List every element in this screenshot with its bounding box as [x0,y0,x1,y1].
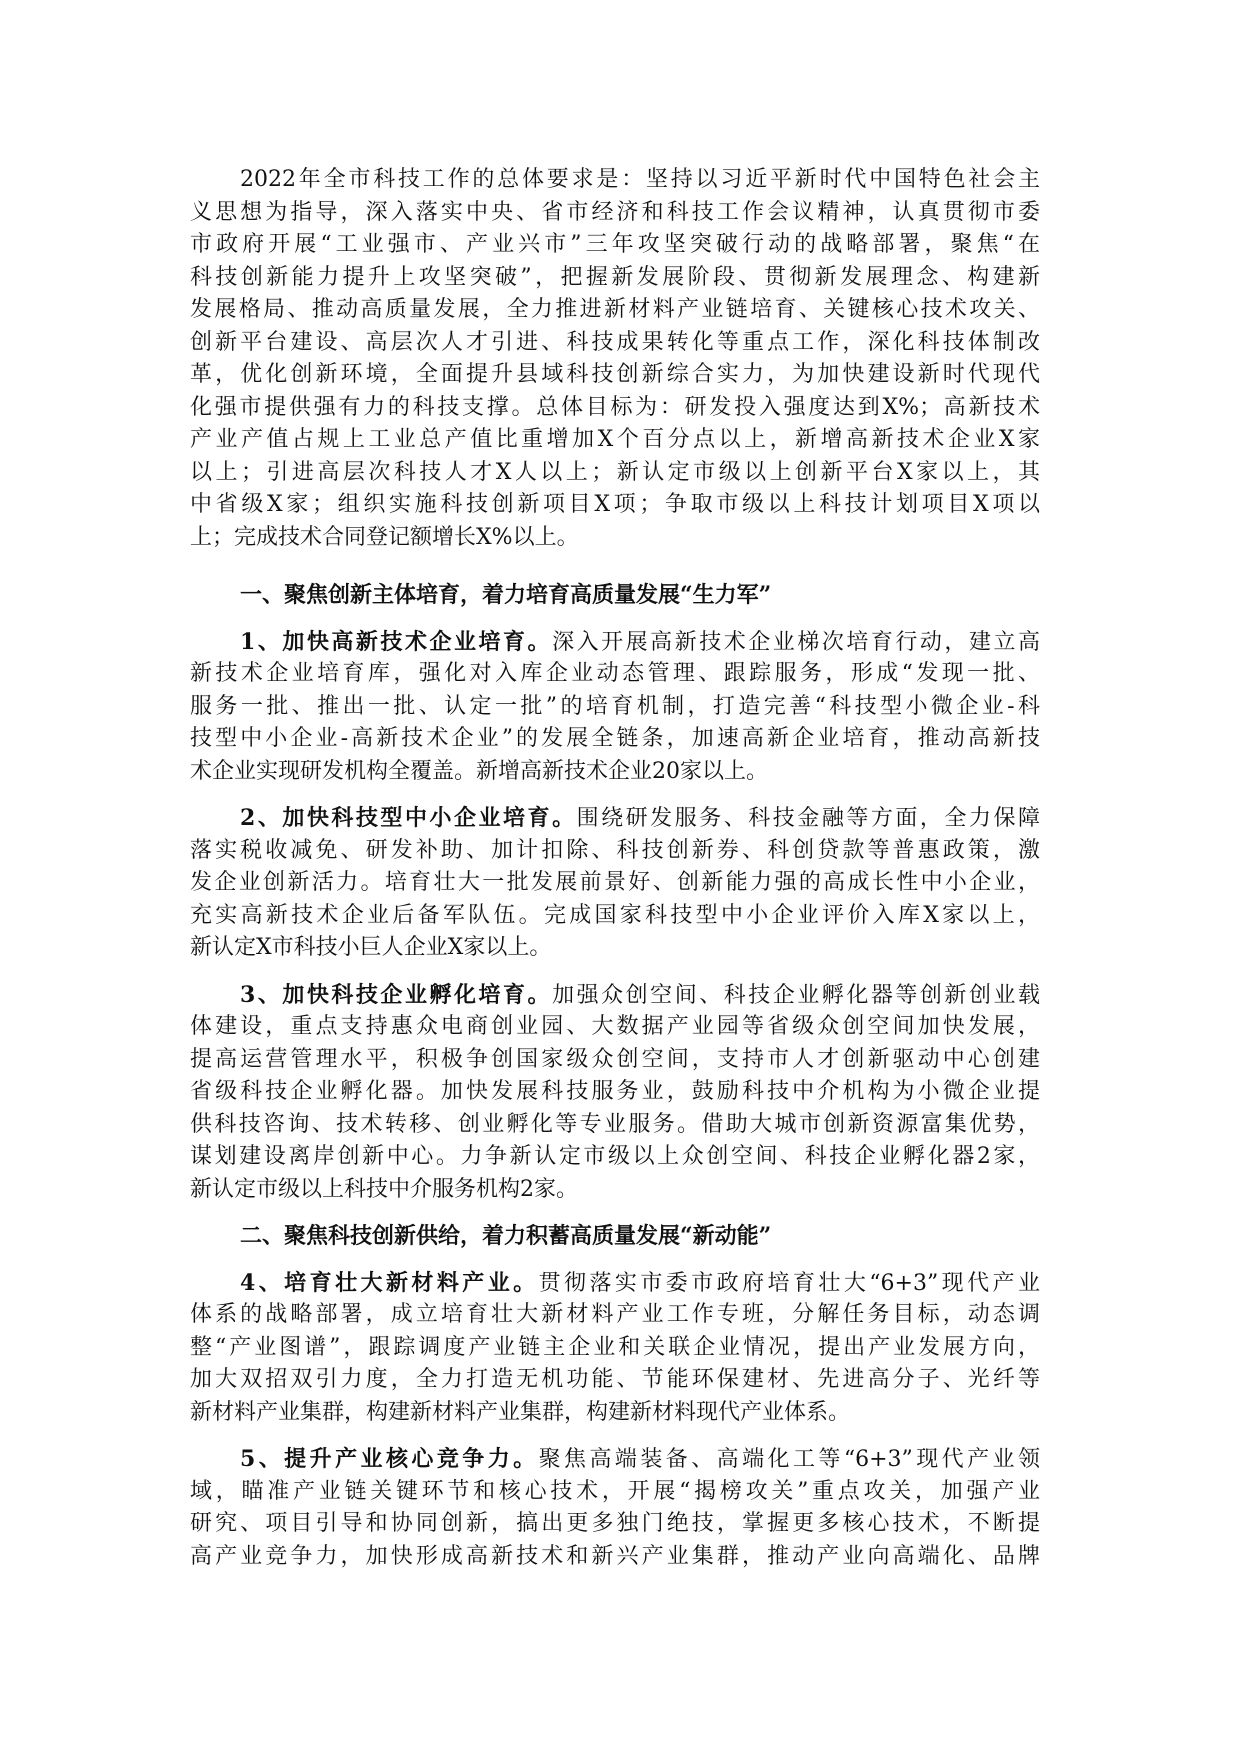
text-line [190,294,1040,327]
line-text: 新认定X市科技小巨人企业X家以上。 [190,935,552,960]
line-text: 省级科技企业孵化器。加快发展科技服务业，鼓励科技中介机构为小微企业提 [190,1079,1040,1104]
text-line [190,900,1040,933]
text-line [190,359,1040,392]
line-text: 技型中小企业-高新技术企业”的发展全链条，加速高新企业培育，推动高新技 [190,726,1040,751]
line-text: 围绕研发服务、科技金融等方面，全力保障 [576,806,1040,831]
line-text: 供科技咨询、技术转移、创业孵化等专业服务。借助大城市创新资源富集优势， [190,1111,1040,1137]
section-heading [190,1220,1040,1253]
text-line [190,1220,1040,1253]
text-line [190,979,1040,1012]
line-text: 整“产业图谱”，跟踪调度产业链主企业和关联企业情况，提出产业发展方向， [190,1334,1040,1360]
line-text: 革，优化创新环境，全面提升县域科技创新综合实力，为加快建设新时代现代 [190,362,1040,387]
line-text: 二、聚焦科技创新供给，着力积蓄高质量发展“新动能” [240,1223,772,1249]
text-line [190,1076,1040,1109]
line-text: 谋划建设离岸创新中心。力争新认定市级以上众创空间、科技企业孵化器2家， [190,1144,1040,1169]
line-text: 新认定市级以上科技中介服务机构2家。 [190,1176,578,1202]
text-line [190,626,1040,659]
text-line [190,1364,1040,1397]
text-line [190,1011,1040,1044]
line-text: 发展格局、推动高质量发展，全力推进新材料产业链培育、关键核心技术攻关、 [190,297,1040,322]
text-line [190,229,1040,262]
line-text: 发企业创新活力。培育壮大一批发展前景好、创新能力强的高成长性中小企业， [190,870,1040,895]
text-line [190,457,1040,490]
line-text: 贯彻落实市委市政府培育壮大“6+3”现代产业 [538,1270,1040,1296]
line-text: 域，瞄准产业链关键环节和核心技术，开展“揭榜攻关”重点攻关，加强产业 [190,1478,1040,1504]
paragraph [190,164,1040,554]
text-line [190,1174,1040,1207]
line-text: 科技创新能力提升上攻坚突破”，把握新发展阶段、贯彻新发展理念、构建新 [190,264,1040,290]
line-text: 体系的战略部署，成立培育壮大新材料产业工作专班，分解任务目标，动态调 [190,1302,1040,1327]
text-line [190,1299,1040,1332]
text-line [190,262,1040,295]
line-text: 高产业竞争力，加快形成高新技术和新兴产业集群，推动产业向高端化、品牌 [190,1543,1040,1569]
line-text: 产业产值占规上工业总产值比重增加X个百分点以上，新增高新技术企业X家 [190,427,1040,452]
line-text: 化强市提供强有力的科技支撑。总体目标为：研发投入强度达到X%；高新技术 [190,394,1040,420]
line-text: 一、聚焦创新主体培育，着力培育高质量发展“生力军” [240,582,772,608]
line-text: 新技术企业培育库，强化对入库企业动态管理、跟踪服务，形成“发现一批、 [190,661,1040,686]
text-line [190,867,1040,900]
text-line [190,1476,1040,1509]
document-body [190,164,1040,1573]
paragraph [190,1267,1040,1430]
line-text: 提高运营管理水平，积极争创国家级众创空间，支持市人才创新驱动中心创建 [190,1046,1040,1072]
line-text: 新材料产业集群，构建新材料产业集群，构建新材料现代产业体系。 [190,1399,851,1425]
line-text: 中省级X家；组织实施科技创新项目X项；争取市级以上科技计划项目X项以 [190,492,1040,517]
text-line [190,522,1040,555]
line-text: 深入开展高新技术企业梯次培育行动，建立高 [552,629,1040,655]
text-line [190,1541,1040,1574]
paragraph [190,802,1040,965]
text-line [190,327,1040,360]
text-line [190,1332,1040,1365]
text-line [190,932,1040,965]
section-heading [190,579,1040,612]
text-line [190,835,1040,868]
text-line [190,1508,1040,1541]
line-text: 落实税收减免、研发补助、加计扣除、科技创新券、科创贷款等普惠政策，激 [190,837,1040,863]
line-text: 研究、项目引导和协同创新，搞出更多独门绝技，掌握更多核心技术，不断提 [190,1511,1040,1536]
text-line [190,164,1040,197]
line-text: 充实高新技术企业后备军队伍。完成国家科技型中小企业评价入库X家以上， [190,902,1040,928]
text-line [190,392,1040,425]
line-text: 义思想为指导，深入落实中央、省市经济和科技工作会议精神，认真贯彻市委 [190,199,1040,225]
text-line [190,1397,1040,1430]
paragraph-lead-title: 1、加快高新技术企业培育。 [240,628,553,655]
text-line [190,489,1040,522]
line-text: 以上；引进高层次科技人才X人以上；新认定市级以上创新平台X家以上，其 [190,459,1040,485]
paragraph [190,979,1040,1207]
text-line [190,579,1040,612]
text-line [190,1267,1040,1300]
text-line [190,1044,1040,1077]
line-text: 体建设，重点支持惠众电商创业园、大数据产业园等省级众创空间加快发展， [190,1014,1040,1039]
text-line [190,424,1040,457]
line-text: 术企业实现研发机构全覆盖。新增高新技术企业20家以上。 [190,758,768,784]
line-text: 聚焦高端装备、高端化工等“6+3”现代产业领 [538,1447,1040,1472]
text-line [190,723,1040,756]
text-line [190,1141,1040,1174]
paragraph [190,626,1040,789]
text-line [190,1109,1040,1142]
text-line [190,691,1040,724]
line-text: 上；完成技术合同登记额增长X%以上。 [190,524,579,550]
line-text: 加大双招双引力度，全力打造无机功能、节能环保建材、先进高分子、光纤等 [190,1367,1040,1392]
text-line [190,802,1040,835]
text-line [190,1443,1040,1476]
line-text: 服务一批、推出一批、认定一批”的培育机制，打造完善“科技型小微企业-科 [190,693,1040,719]
line-text: 2022年全市科技工作的总体要求是：坚持以习近平新时代中国特色社会主 [240,167,1040,192]
paragraph-lead-title: 5、提升产业核心竞争力。 [240,1446,539,1472]
text-line [190,197,1040,230]
paragraph [190,1443,1040,1573]
paragraph-lead-title: 2、加快科技型中小企业培育。 [240,805,577,831]
line-text: 创新平台建设、高层次人才引进、科技成果转化等重点工作，深化科技体制改 [190,329,1040,355]
text-line [190,756,1040,789]
paragraph-lead-title: 4、培育壮大新材料产业。 [240,1269,539,1296]
line-text: 市政府开展“工业强市、产业兴市”三年攻坚突破行动的战略部署，聚焦“在 [190,232,1040,257]
line-text: 加强众创空间、科技企业孵化器等创新创业载 [552,982,1040,1008]
text-line [190,658,1040,691]
paragraph-lead-title: 3、加快科技企业孵化培育。 [240,981,553,1008]
